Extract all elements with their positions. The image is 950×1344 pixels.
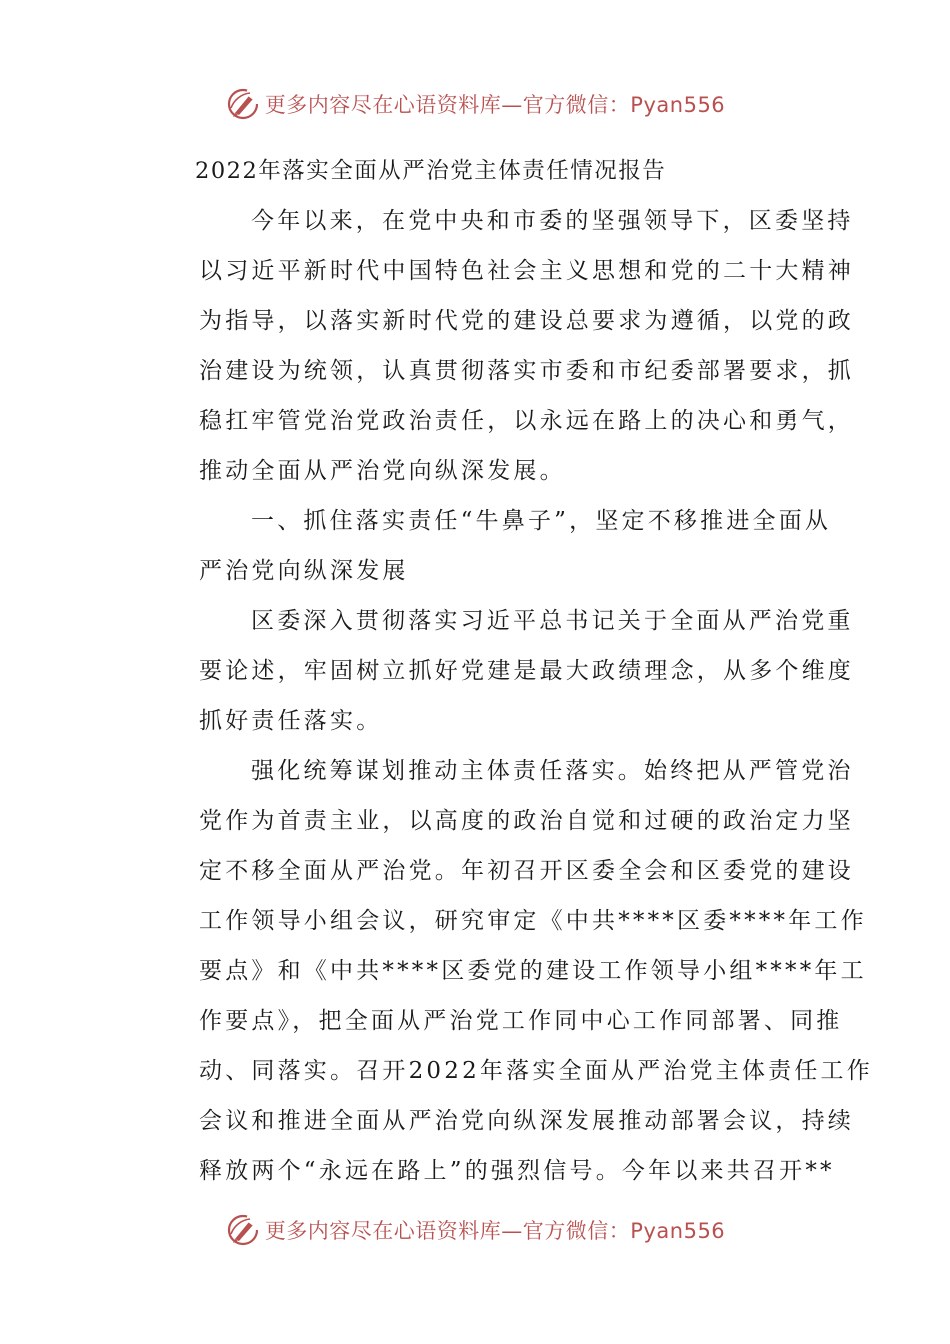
section-heading xyxy=(147,496,832,596)
watermark-text: 更多内容尽在心语资料库—官方微信：Pyan556 xyxy=(264,1219,726,1243)
pen-nib-swirl-logo-icon xyxy=(225,1212,261,1248)
text-line: 会议和推进全面从严治党向纵深发展推动部署会议，持续 xyxy=(199,1108,854,1134)
text-line: 稳扛牢管党治党政治责任，以永远在路上的决心和勇气， xyxy=(199,408,854,434)
paragraph xyxy=(147,196,854,496)
text-line: 要论述，牢固树立抓好党建是最大政绩理念，从多个维度 xyxy=(199,658,854,684)
text-line: 为指导，以落实新时代党的建设总要求为遵循，以党的政 xyxy=(199,308,854,334)
text-line: 强化统筹谋划推动主体责任落实。始终把从严管党治 xyxy=(251,758,854,784)
text-line: 推动全面从严治党向纵深发展。 xyxy=(199,458,566,484)
watermark-text: 更多内容尽在心语资料库—官方微信：Pyan556 xyxy=(264,93,726,117)
pen-nib-swirl-logo-icon xyxy=(225,86,261,122)
watermark-banner-top xyxy=(0,82,950,126)
document-title: 2022年落实全面从严治党主体责任情况报告 xyxy=(195,158,667,184)
text-line: 治建设为统领，认真贯彻落实市委和市纪委部署要求，抓 xyxy=(199,358,854,384)
paragraph xyxy=(147,746,873,1196)
text-line: 党作为首责主业，以高度的政治自觉和过硬的政治定力坚 xyxy=(199,808,854,834)
text-line: 今年以来，在党中央和市委的坚强领导下，区委坚持 xyxy=(251,208,854,234)
text-line: 释放两个“永远在路上”的强烈信号。今年以来共召开** xyxy=(199,1158,835,1184)
text-line: 动、同落实。召开2022年落实全面从严治党主体责任工作 xyxy=(199,1058,873,1084)
watermark-banner-bottom xyxy=(0,1208,950,1252)
paragraph xyxy=(147,596,854,746)
text-line: 作要点》，把全面从严治党工作同中心工作同部署、同推 xyxy=(199,1008,843,1034)
text-line: 以习近平新时代中国特色社会主义思想和党的二十大精神 xyxy=(199,258,854,284)
text-line: 抓好责任落实。 xyxy=(199,708,383,734)
text-line: 定不移全面从严治党。年初召开区委全会和区委党的建设 xyxy=(199,858,854,884)
watermark-content xyxy=(225,1212,725,1248)
text-line: 区委深入贯彻落实习近平总书记关于全面从严治党重 xyxy=(251,608,854,634)
document-body xyxy=(147,146,873,1196)
watermark-content xyxy=(225,86,725,122)
text-line: 要点》和《中共****区委党的建设工作领导小组****年工 xyxy=(199,958,867,984)
text-line: 工作领导小组会议，研究审定《中共****区委****年工作 xyxy=(199,908,867,934)
text-line: 一、抓住落实责任“牛鼻子”，坚定不移推进全面从 xyxy=(251,508,832,534)
text-line: 严治党向纵深发展 xyxy=(199,558,409,584)
